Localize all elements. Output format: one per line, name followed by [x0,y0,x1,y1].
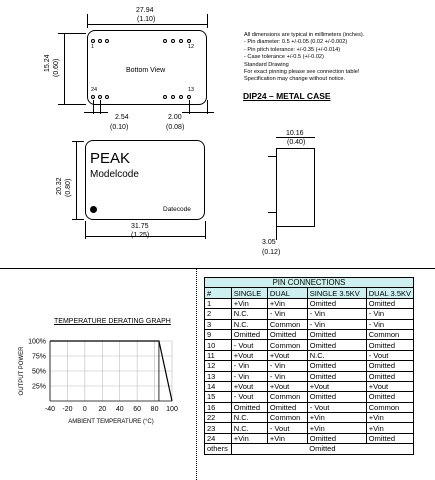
pin-1-label: 1 [91,44,95,50]
pitch-in-label: (0.10) [110,124,129,131]
table-cell: 16 [205,402,232,412]
pin-16 [163,95,167,99]
table-cell: +Vout [366,381,413,391]
x-tick-label: -20 [62,406,73,413]
side-pin-top [268,156,276,157]
others-label: others [205,444,232,454]
model-label: Modelcode [90,169,139,180]
label-height-in: (0.80) [65,178,72,197]
table-row [205,340,414,350]
table-cell: +Vin [231,433,267,443]
table-cell: 22 [205,413,232,423]
note-line: - Case tolerance +/-0.5 (+/-0.02) [244,54,324,61]
pin-14 [179,95,183,99]
section-divider [0,268,435,269]
dim-ext-left [87,14,88,28]
header-cell: # [205,288,232,298]
table-row [205,423,414,433]
table-cell: Omitted [307,298,366,308]
label-ext-bottom [72,219,84,220]
table-cell: Omitted [231,329,267,339]
note-line: Standard Drawing [244,61,289,68]
side-depth-mm: 10.16 [286,130,304,137]
table-cell: 3 [205,319,232,329]
table-cell: - Vin [267,361,307,371]
table-cell: Omitted [366,361,413,371]
width-in-label: (1.10) [137,16,156,23]
x-tick-label: 20 [98,406,107,413]
y-tick-label: 100% [28,338,46,346]
table-cell: Common [267,413,307,423]
pitch-mm-label: 2.54 [115,114,129,121]
offset-mm-label: 2.00 [168,114,182,121]
pin-2 [98,39,102,43]
table-cell: +Vin [366,413,413,423]
table-cell: - Vin [307,309,366,319]
table-cell: Omitted [307,392,366,402]
table-cell: Omitted [307,340,366,350]
label-ext-right [205,221,206,239]
pin-11 [179,39,183,43]
table-cell: +Vin [267,433,307,443]
table-cell: N.C. [231,309,267,319]
table-cell: - Vout [307,402,366,412]
pin-24 [91,95,95,99]
label-width-mm: 31.75 [131,223,149,230]
pin-9 [163,39,167,43]
x-tick-label: 60 [133,406,142,413]
pin-13-label: 13 [188,87,195,93]
table-cell: - Vout [267,423,307,433]
table-row [205,350,414,360]
table-row [205,433,414,443]
side-pin [276,212,277,240]
header-cell: SINGLE [231,288,267,298]
offset-dim-line [182,112,214,113]
table-cell: N.C. [231,319,267,329]
others-value: Omitted [231,444,413,454]
table-cell: - Vout [231,340,267,350]
note-line: - Pin pitch tolerance: +/-0.35 (+/-0.014) [244,46,341,53]
table-cell: 10 [205,340,232,350]
table-cell: Common [267,319,307,329]
x-axis-title: AMBIENT TEMPERATURE (°C) [68,419,154,425]
x-tick-label: -40 [44,406,56,413]
chart-title: TEMPERATURE DERATING GRAPH [54,318,171,325]
table-cell: Omitted [307,433,366,443]
bottom-view-label: Bottom View [126,67,166,74]
note-line: For exact pinning please see connection table! [244,69,360,76]
table-cell: +Vout [307,381,366,391]
column-divider [196,268,197,480]
table-cell: 11 [205,350,232,360]
note-line: - Pin diameter: 0.5 +/-0.05 (0.02 +/-0.002) [244,39,348,46]
table-cell: 13 [205,371,232,381]
pin-1 [91,39,95,43]
dim-ext-right [207,14,208,28]
pin-22 [105,95,109,99]
table-row [205,309,414,319]
table-cell: 9 [205,329,232,339]
table-row [205,392,414,402]
table-cell: Omitted [307,361,366,371]
x-tick-label: 80 [150,406,159,413]
table-cell: N.C. [231,423,267,433]
table-cell: 1 [205,298,232,308]
table-cell: - Vin [231,371,267,381]
table-row [205,413,414,423]
drawing-notes [244,32,364,84]
label-width-in: (1.25) [131,232,150,239]
pitch-dim-line [84,112,108,113]
height-dim-line [64,33,65,104]
table-cell: - Vout [366,350,413,360]
chart-svg [0,325,196,435]
table-cell: +Vout [267,350,307,360]
table-cell: - Vin [231,361,267,371]
width-dim-line [87,24,207,25]
table-cell: Omitted [267,329,307,339]
table-cell: 14 [205,381,232,391]
table-cell: +Vout [231,350,267,360]
table-cell: Omitted [267,402,307,412]
label-width-dim [85,236,205,237]
table-cell: Omitted [366,371,413,381]
side-pin-foot [268,212,276,213]
label-height-mm: 20.32 [56,177,63,195]
pin-13 [187,95,191,99]
table-cell: Common [366,329,413,339]
header-cell: DUAL [267,288,307,298]
dim-ext-top [58,33,86,34]
table-cell: 23 [205,423,232,433]
table-cell: +Vout [267,381,307,391]
table-cell: Common [267,340,307,350]
table-cell: Common [267,392,307,402]
datecode-label: Datecode [163,206,191,213]
note-line: All dimensions are typical in millimeters (inches). [244,32,365,38]
table-cell: Omitted [366,340,413,350]
table-cell: +Vout [231,381,267,391]
table-cell: - Vin [267,371,307,381]
label-height-dim [76,141,77,219]
pin-15 [171,95,175,99]
table-cell: - Vin [366,309,413,319]
brand-label: PEAK [90,150,131,167]
pin-3 [105,39,109,43]
height-mm-label: 15.24 [44,54,51,72]
table-cell: +Vin [366,423,413,433]
offset-in-label: (0.08) [166,124,185,131]
table-cell: Common [366,402,413,412]
dim-ext-bottom [58,104,86,105]
x-tick-label: 0 [82,406,87,413]
table-row [205,371,414,381]
pin-23 [98,95,102,99]
table-row [205,329,414,339]
table-cell: 24 [205,433,232,443]
table-cell: - Vout [231,392,267,402]
table-row [205,381,414,391]
table-row [205,361,414,371]
pin-10 [171,39,175,43]
x-tick-label: 100 [166,406,178,413]
table-cell: +Vin [267,298,307,308]
side-depth-dim [276,137,315,138]
x-tick-label: 40 [115,406,124,413]
height-in-label: (0.60) [53,58,60,77]
table-cell: Omitted [231,402,267,412]
table-cell: - Vin [307,319,366,329]
y-tick-label: 75% [31,353,46,361]
table-cell: 2 [205,309,232,319]
header-cell: DUAL 3.5KV [366,288,413,298]
table-cell: - Vin [366,319,413,329]
width-mm-label: 27.94 [136,7,154,14]
table-cell: - Vin [267,309,307,319]
table-cell: 15 [205,392,232,402]
pin-12-label: 12 [188,44,195,50]
case-type-heading: DIP24 – METAL CASE [243,91,331,101]
table-cell: Omitted [366,433,413,443]
side-view-body [276,148,315,227]
side-pin-in: (0.12) [262,249,281,256]
y-tick-label: 25% [31,383,46,391]
table-row [205,402,414,412]
table-cell: N.C. [231,413,267,423]
side-pin-mm: 3.05 [262,239,276,246]
label-ext-top [72,141,84,142]
table-cell: Omitted [307,329,366,339]
pin1-marker-dot [90,206,97,213]
table-cell: +Vin [307,413,366,423]
header-cell: SINGLE 3.5KV [307,288,366,298]
table-cell: Omitted [307,371,366,381]
y-axis-title: OUTPUT POWER [19,346,25,396]
note-line: Specification may change without notice. [244,76,346,83]
table-title: PIN CONNECTIONS [205,278,414,288]
table-cell: +Vin [307,423,366,433]
y-tick-label: 50% [31,368,46,376]
table-cell: N.C. [307,350,366,360]
table-cell: Omitted [366,298,413,308]
table-row [205,298,414,308]
table-cell: Omitted [366,392,413,402]
side-depth-in: (0.40) [287,139,306,146]
table-cell: +Vin [231,298,267,308]
pin-12 [187,39,191,43]
table-row [205,319,414,329]
table-cell: 12 [205,361,232,371]
pin-24-label: 24 [91,87,98,93]
pin-connections-table [204,277,414,455]
